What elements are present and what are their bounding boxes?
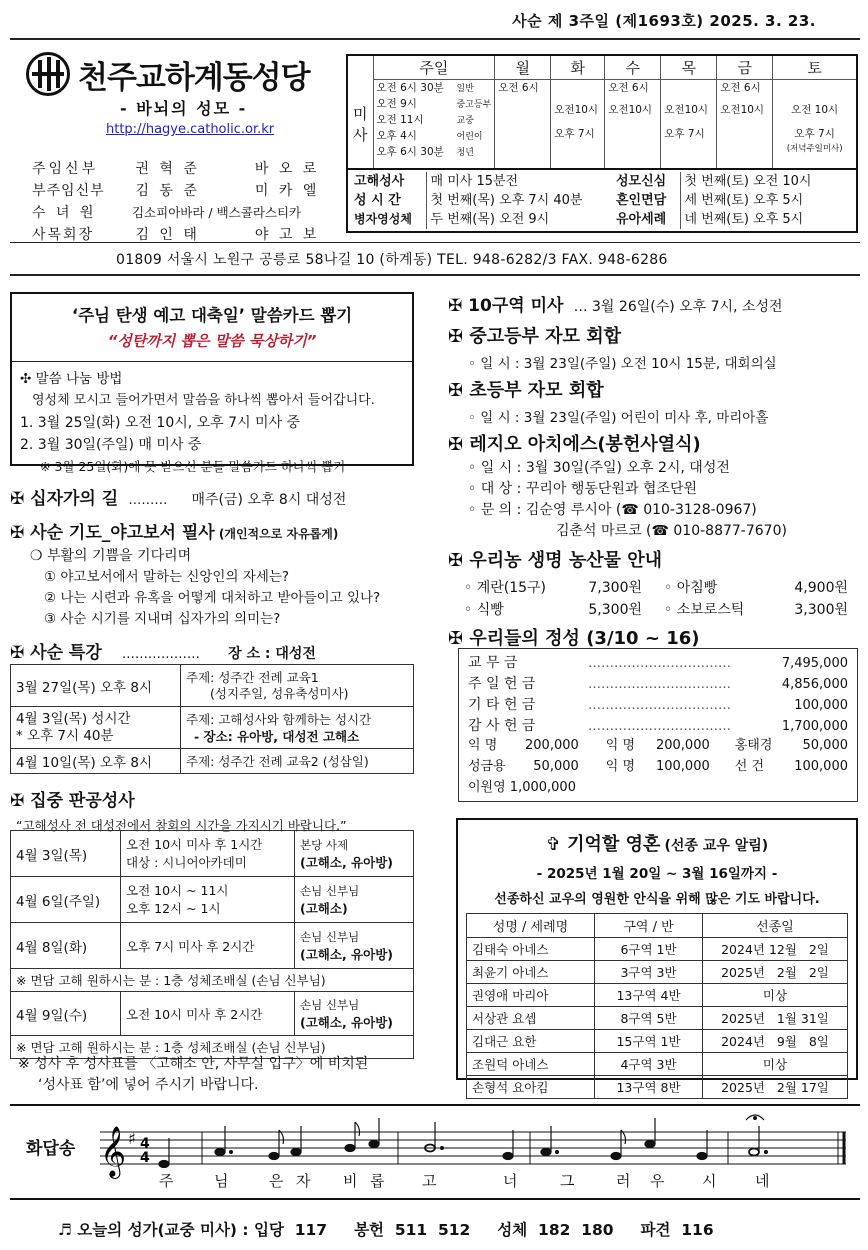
lecture-row: 3월 27일(목) 오후 8시 주제: 성주간 전례 교육1 (성지주일, 성유축성미사) bbox=[11, 665, 414, 707]
method-note: ※ 3월 25일(화)에 못 받으신 분들 말씀카드 하나씩 뽑기 bbox=[40, 459, 346, 474]
staff-row: 부주임신부 김 동 준 미 카 엘 bbox=[32, 183, 320, 199]
memorial-row: 서상관 요셉 8구역 5반 2025년 1월 31일 bbox=[467, 1007, 848, 1030]
psalm-label: 화답송 bbox=[26, 1139, 76, 1159]
treble-clef-icon: 𝄞 bbox=[100, 1126, 127, 1177]
mass-schedule-table bbox=[346, 54, 858, 233]
confession-row: 4월 3일(목) 오전 10시 미사 후 1시간 대상 : 시니어아카데미 본당 사제 (고해소, 유아방) bbox=[11, 831, 414, 877]
issue-info: 사순 제 3주일 (제1693호) 2025. 3. 23. bbox=[512, 12, 816, 30]
psalm-rule-bottom bbox=[10, 1198, 860, 1200]
lecture-table bbox=[10, 664, 414, 774]
memorial-row: 김태숙 아네스 6구역 1반 2024년 12월 2일 bbox=[467, 938, 848, 961]
word-card-box bbox=[10, 292, 414, 474]
day-header: 금 bbox=[717, 55, 773, 79]
method-item: 1. 3월 25일(화) 오전 10시, 오후 7시 미사 중 bbox=[20, 415, 301, 431]
confession-row: 4월 9일(수) 오전 10시 미사 후 2시간 손님 신부님 (고해소, 유아방) bbox=[11, 992, 414, 1036]
svg-text:4: 4 bbox=[140, 1136, 150, 1152]
confession-footer: ※ 성사 후 성사표를 〈고해소 안, 사무실 입구〉에 비치된 ‘성사표 함’에 넣어 주시기 바랍니다. bbox=[18, 1056, 369, 1093]
staff-row: 수 녀 원 김소피아바라 / 백스콜라스티카 bbox=[32, 205, 302, 221]
day-header: 목 bbox=[661, 55, 717, 79]
memorial-box: ✞ 기억할 영혼 (선종 교우 알림) - 2025년 1월 20일 ~ 3월 16일까지 - 선종하신 교우의 영원한 안식을 위해 많은 기도 바랍니다. 성명 / 세례명 구역 / 반 선종일 김태숙 아네스 6구역 1반 2024년 12월 2일 최윤기 아네스 3구역 3반 2025년 2월 2일 권영애 마리아 13구역 4반 미상 서상관 요셉 8구역 5반 2025년 1월 31일 김대근 요한 15구역 1반 2024년 9월 8일 조원덕 아네스 4구역 3반 미상 손형석 요아킴 13구역 8반 2025년 2월 17일 bbox=[456, 818, 858, 1080]
header-rule bbox=[10, 38, 860, 40]
word-card-subtitle: “성탄까지 뽑은 말씀 묵상하기” bbox=[107, 332, 317, 350]
memorial-title: ✞ 기억할 영혼 bbox=[545, 834, 661, 855]
confession-title: ✠ 집중 판공성사 bbox=[10, 791, 135, 811]
district-mass: ✠ 10구역 미사 … 3월 26일(수) 오후 7시, 소성전 bbox=[448, 296, 783, 316]
parish-patron: - 바뇌의 성모 - bbox=[120, 99, 248, 118]
lecture-row: 4월 3일(목) 성시간 * 오후 7시 40분 주제: 고해성사와 함께하는 성시간 - 장소: 유아방, 대성전 고해소 bbox=[11, 707, 414, 749]
svg-text:4: 4 bbox=[140, 1150, 150, 1166]
todays-hymns: ♬ 오늘의 성가(교중 미사) : 입당 117 봉헌 511 512 성체 182 180 파견 116 bbox=[58, 1221, 714, 1239]
saturday-mass-cell: 오전 10시 오후 7시 (저녁주일미사) bbox=[773, 79, 857, 169]
memorial-row: 최윤기 아네스 3구역 3반 2025년 2월 2일 bbox=[467, 961, 848, 984]
psalm-rule-top bbox=[10, 1104, 860, 1106]
confession-section bbox=[10, 786, 420, 834]
method-desc: 영성체 모시고 들어가면서 말씀을 하나씩 뽑아서 들어갑니다. bbox=[32, 393, 375, 408]
psalm-lyrics: 주 님 은 자 비 롭 고 너 그 러 우 시 네 bbox=[159, 1172, 770, 1190]
youth-parents-meeting: ✠ 중고등부 자모 회합 ◦ 일 시 : 3월 23일(주일) 오전 10시 15분, 대회의실 bbox=[448, 326, 777, 372]
staff-row: 주임신부 권 혁 준 바 오 로 bbox=[32, 161, 320, 177]
confession-note-row: ※ 면담 고해 원하시는 분 : 1층 성체조배실 (손님 신부님) bbox=[11, 969, 414, 992]
sunday-mass-cell: 오전 6시 30분 일반 오전 9시 중고등부 오전 11시 교중 오후 4시 어린이 오후 6시 30분 청년 bbox=[373, 79, 495, 169]
donor-row: 이원영 1,000,000 bbox=[468, 780, 576, 795]
thursday-mass-cell: 오전10시 오후 7시 bbox=[661, 79, 717, 169]
offering-title: ✠ 우리들의 정성 (3/10 ~ 16) bbox=[448, 628, 700, 649]
day-header: 월 bbox=[495, 55, 551, 79]
offering-row: 기 타 헌 금 …………………………… 100,000 bbox=[468, 697, 848, 713]
confession-note-row: ※ 면담 고해 원하시는 분 : 1층 성체조배실 (손님 신부님) bbox=[11, 1036, 414, 1059]
parish-website-link[interactable]: http://hagye.catholic.or.kr bbox=[106, 122, 275, 137]
word-card-title: ‘주님 탄생 예고 대축일’ 말씀카드 뽑기 bbox=[71, 306, 353, 325]
memorial-table bbox=[466, 913, 848, 1099]
sharp-icon: ♯ bbox=[128, 1129, 136, 1148]
memorial-row: 권영애 마리아 13구역 4반 미상 bbox=[467, 984, 848, 1007]
children-parents-meeting: ✠ 초등부 자모 회합 ◦ 일 시 : 3월 23일(주일) 어린이 미사 후, 마리아홀 bbox=[448, 380, 769, 426]
memorial-row: 김대근 요한 15구역 1반 2024년 9월 8일 bbox=[467, 1030, 848, 1053]
offering-row: 교 무 금 …………………………… 7,495,000 bbox=[468, 655, 848, 671]
wednesday-mass-cell: 오전 6시 오전10시 bbox=[605, 79, 661, 169]
lent-lecture-header: ✠ 사순 특강 ……………… 장 소 : 대성전 bbox=[10, 643, 316, 663]
staff-row: 사목회장 김 인 태 야 고 보 bbox=[32, 227, 320, 243]
lecture-row: 4월 10일(목) 오후 8시 주제: 성주간 전례 교육2 (성삼일) bbox=[11, 749, 414, 774]
day-header: 토 bbox=[773, 55, 857, 79]
parish-address: 01809 서울시 노원구 공릉로 58나길 10 (하계동) TEL. 948-6282/3 FAX. 948-6286 bbox=[116, 252, 668, 268]
confession-row: 4월 6일(주일) 오전 10시 ~ 11시 오후 12시 ~ 1시 손님 신부님 (고해소) bbox=[11, 877, 414, 923]
parish-logo-icon bbox=[26, 52, 70, 96]
address-rule-bottom bbox=[10, 274, 860, 276]
mass-side-label: 미 사 bbox=[347, 55, 373, 169]
woorinong-produce: ✠ 우리농 생명 농산물 안내 ◦ 계란(15구) 7,300원 ◦ 아침빵 4,900원 ◦ 식빵 5,300원 ◦ 소보로스틱 3,300원 bbox=[448, 550, 848, 618]
monday-mass-cell: 오전 6시 bbox=[495, 79, 551, 169]
day-header: 주일 bbox=[373, 55, 495, 79]
method-item: 2. 3월 30일(주일) 매 미사 중 bbox=[20, 437, 202, 453]
produce-row: ◦ 계란(15구) 7,300원 ◦ 아침빵 4,900원 bbox=[464, 580, 848, 596]
sacrament-row: 성 시 간 첫 번째(목) 오후 7시 40분 혼인면담 세 번째(토) 오후 5시 bbox=[350, 191, 854, 210]
donor-row: 익 명 200,000 익 명 200,000 홍태경 50,000 bbox=[468, 738, 848, 753]
day-header: 화 bbox=[551, 55, 605, 79]
stations-of-cross: ✠ 십자가의 길 ……… 매주(금) 오후 8시 대성전 bbox=[10, 489, 347, 509]
method-title: ✣ 말씀 나눔 방법 bbox=[20, 371, 123, 387]
memorial-row: 손형석 요아킴 13구역 8반 2025년 2월 17일 bbox=[467, 1076, 848, 1099]
confession-row: 4월 8일(화) 오후 7시 미사 후 2시간 손님 신부님 (고해소, 유아방) bbox=[11, 923, 414, 969]
tuesday-mass-cell: 오전10시 오후 7시 bbox=[551, 79, 605, 169]
lent-prayer-section: ✠ 사순 기도_야고보서 필사 (개인적으로 자유롭게) ❍ 부활의 기쁨을 기다리며 ① 야고보서에서 말하는 신앙인의 자세는? ② 나는 시련과 유혹을 어떻게 대처하고 받아들이고 있나? ③ 사순 시기를 지내며 십자가의 의미는? bbox=[10, 523, 381, 627]
address-rule-top bbox=[10, 242, 860, 243]
sacrament-row: 병자영성체 두 번째(목) 오전 9시 유아세례 네 번째(토) 오후 5시 bbox=[350, 210, 854, 229]
offering-row: 감 사 헌 금 …………………………… 1,700,000 bbox=[468, 718, 848, 734]
sacrament-row: 고해성사 매 미사 15분전 성모신심 첫 번째(토) 오전 10시 bbox=[350, 172, 854, 191]
offering-row: 주 일 헌 금 …………………………… 4,856,000 bbox=[468, 676, 848, 692]
produce-row: ◦ 식빵 5,300원 ◦ 소보로스틱 3,300원 bbox=[464, 602, 848, 618]
sacrament-info bbox=[347, 169, 857, 232]
friday-mass-cell: 오전 6시 오전10시 bbox=[717, 79, 773, 169]
donor-table bbox=[465, 735, 851, 798]
day-header: 수 bbox=[605, 55, 661, 79]
psalm-notes bbox=[159, 1115, 767, 1168]
lent-prayer-title: ✠ 사순 기도_야고보서 필사 bbox=[10, 523, 215, 543]
parish-name: 천주교하계동성당 bbox=[78, 60, 310, 96]
memorial-row: 조원덕 아네스 4구역 3반 미상 bbox=[467, 1053, 848, 1076]
offering-box bbox=[458, 648, 858, 802]
confession-desc: “고해성사 전 대성전에서 참회의 시간을 가지시기 바랍니다.” bbox=[16, 818, 347, 833]
produce-table bbox=[448, 576, 848, 620]
legio-acies: ✠ 레지오 아치에스(봉헌사열식) ◦ 일 시 : 3월 30일(주일) 오후 2시, 대성전 ◦ 대 상 : 꾸리아 행동단원과 협조단원 ◦ 문 의 : 김순영 루시아 (☎ 010-3128-0967) 김춘석 마르코 (☎ 010-8877-7670) bbox=[448, 434, 787, 539]
memorial-header-row: 성명 / 세례명 구역 / 반 선종일 bbox=[467, 914, 848, 938]
confession-table bbox=[10, 830, 414, 1059]
donor-row: 성금용 50,000 익 명 100,000 선 건 100,000 bbox=[468, 759, 848, 774]
